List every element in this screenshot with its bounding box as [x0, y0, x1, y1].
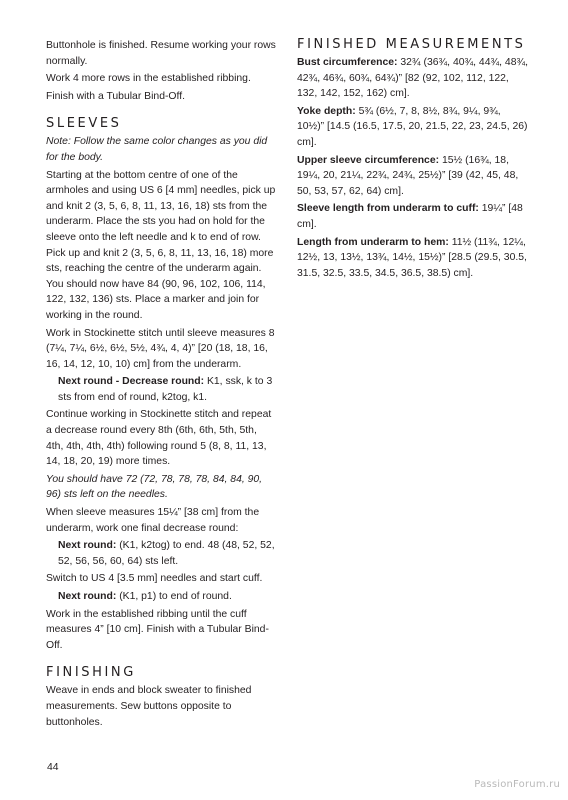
sleeves-note: Note: Follow the same color changes as you did for the body.: [46, 136, 268, 163]
watermark: PassionForum.ru: [474, 779, 560, 790]
measurement-label: Upper sleeve circumference:: [297, 154, 440, 166]
measurement-item: [297, 235, 529, 282]
instruction-text: (K1, p1) to end of round.: [116, 591, 232, 602]
sleeves-paragraph: Switch to US 4 [3.5 mm] needles and start cuff.: [46, 573, 263, 585]
instruction-label: Next round:: [58, 540, 117, 552]
measurement-item: [297, 55, 529, 102]
intro-paragraph: Work 4 more rows in the established ribbing.: [46, 73, 251, 85]
measurement-value: 5¾ (6½, 7, 8, 8½, 8¾, 9¼, 9¾, 10½)” [14.5 (16.5, 17.5, 20, 21.5, 22, 23, 24.5, 26) cm].: [297, 105, 528, 148]
instruction-label: Next round:: [58, 591, 117, 602]
measurement-value: 15½ (16¾, 18, 19¼, 20, 21¼, 22¾, 24¾, 25½)” [39 (42, 45, 48, 50, 53, 57, 62, 64) cm].: [297, 154, 519, 197]
finishing-paragraph: Weave in ends and block sweater to finished measurements. Sew buttons opposite to buttonholes.: [46, 685, 252, 728]
measurement-value: 19¼” [48 cm].: [297, 203, 523, 230]
measurement-label: Length from underarm to hem:: [297, 236, 449, 248]
section-heading-finished-measurements: FINISHED MEASUREMENTS: [297, 37, 526, 52]
page-number: 44: [47, 762, 59, 773]
measurement-item: [297, 153, 529, 200]
measurement-value: 11½ (11¾, 12¼, 12½, 13, 13½, 13¾, 14½, 15½)” [28.5 (29.5, 30.5, 31.5, 32.5, 33.5, 34.5, 36.5, 38.5) cm].: [297, 236, 527, 279]
sleeves-paragraph: When sleeve measures 15¼” [38 cm] from the underarm, work one final decrease round:: [46, 507, 260, 534]
sleeves-paragraph: Work in Stockinette stitch until sleeve measures 8 (7¼, 7¼, 6½, 6½, 5½, 4¾, 4, 4)” [20 (18, 18, 16, 16, 14, 12, 10, 10) cm] from the underarm.: [46, 327, 275, 370]
measurement-label: Bust circumference:: [297, 57, 398, 68]
measurement-item: [297, 104, 529, 151]
decrease-round-instruction: [46, 374, 276, 405]
sleeves-stitch-count-note: You should have 72 (72, 78, 78, 78, 84, 84, 90, 96) sts left on the needles.: [46, 473, 263, 501]
section-heading-finishing: FINISHING: [46, 665, 136, 681]
instruction-label: Next round - Decrease round:: [58, 376, 205, 388]
measurement-label: Yoke depth:: [297, 105, 356, 117]
intro-paragraph: Buttonhole is finished. Resume working your rows normally.: [46, 40, 276, 67]
next-round-instruction: [46, 589, 276, 605]
section-heading-sleeves: SLEEVES: [46, 116, 122, 132]
instruction-text: K1, ssk, k to 3 sts from end of round, k2tog, k1.: [58, 376, 273, 403]
left-column: [46, 38, 276, 732]
next-round-instruction: [46, 538, 276, 569]
sleeves-paragraph: Continue working in Stockinette stitch and repeat a decrease round every 8th (6th, 6th, 5th, 5th, 4th, 4th, 4th, 4th) following round 5 (8, 8, 11, 13, 14, 18, 20, 19) more times.: [46, 409, 272, 468]
sleeves-paragraph: Starting at the bottom centre of one of the armholes and using US 6 [4 mm] needles, pick up and knit 2 (3, 5, 6, 8, 11, 13, 16, 18) sts from the underarm. Place the sts you had on hold for the sleeve onto the left needle and k to end of row. Pick up and knit 2 (3, 5, 6, 8, 11, 13, 16, 18) more sts, reaching the centre of the underarm again. You should now have 84 (90, 96, 102, 106, 114, 122, 132, 136) sts. Place a marker and join for working in the round.: [46, 169, 276, 321]
sleeves-paragraph: Work in the established ribbing until the cuff measures 4” [10 cm]. Finish with a Tubular Bind-Off.: [46, 608, 269, 651]
measurement-value: 32¾ (36¾, 40¾, 44¾, 48¾, 42¾, 46¾, 60¾, 64¾)” [82 (92, 102, 112, 122, 132, 142, 152, 162) cm].: [297, 57, 529, 100]
measurement-label: Sleeve length from underarm to cuff:: [297, 203, 479, 215]
right-column: [297, 38, 529, 283]
instruction-text: (K1, k2tog) to end. 48 (48, 52, 52, 52, 56, 56, 60, 64) sts left.: [58, 540, 275, 567]
intro-paragraph: Finish with a Tubular Bind-Off.: [46, 90, 185, 102]
measurement-item: [297, 201, 529, 232]
